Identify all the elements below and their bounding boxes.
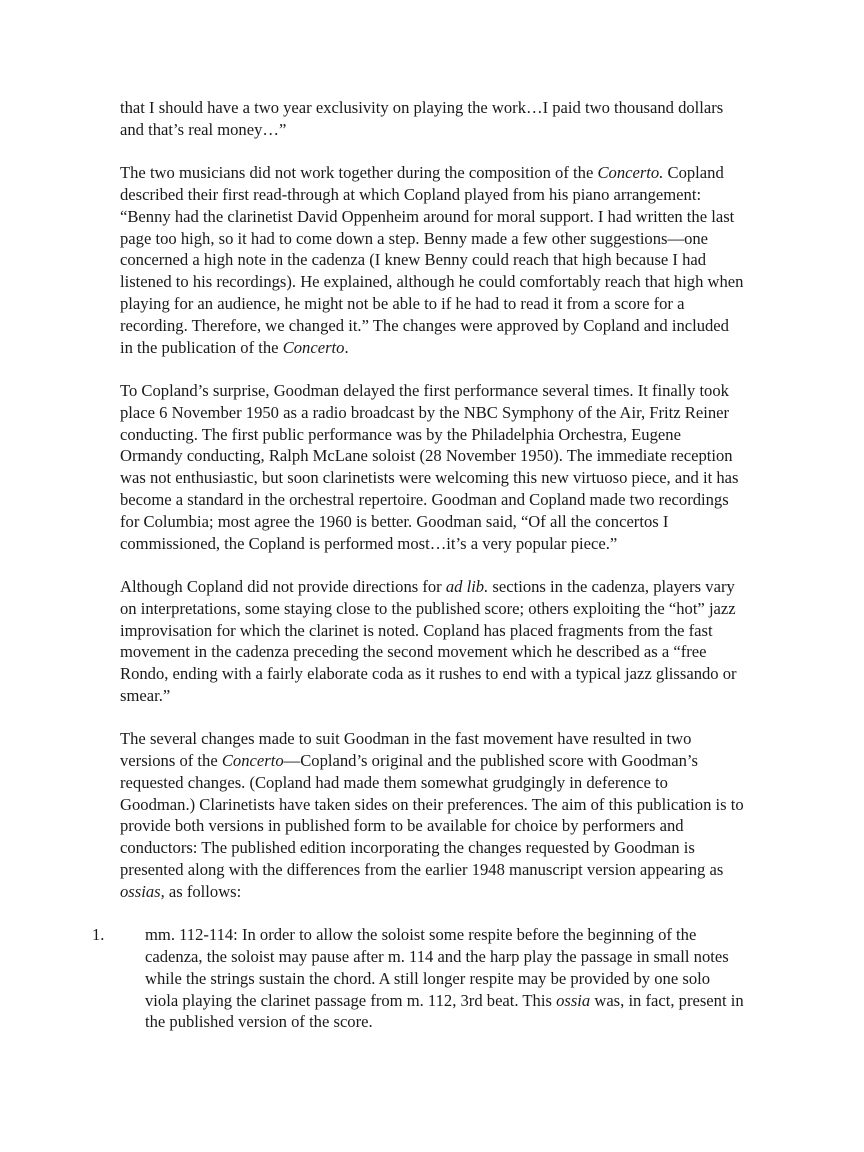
text-run: Although Copland did not provide directions for	[120, 576, 446, 596]
text-run: .	[344, 337, 349, 357]
document-page	[92, 97, 745, 1033]
text-run: mm. 112-114: In order to allow the soloist some respite before the beginning of the cadenza, the soloist may pause after m. 114 and the harp play the passage in small notes while the strings sustain the chord. A still longer respite may be provided by one solo viola playing the clarinet passage from m. 112, 3rd beat. This	[145, 925, 729, 1010]
text-run-italic: Concerto	[221, 751, 284, 771]
paragraph-exclusivity-quote	[120, 97, 745, 141]
paragraph-first-performance	[120, 380, 745, 554]
text-run-italic: ossias,	[120, 881, 165, 901]
ossia-list	[92, 924, 745, 1033]
paragraph-cadenza	[120, 576, 745, 707]
text-run: The two musicians did not work together during the composition of the	[120, 163, 598, 183]
text-run-italic: ossia	[556, 990, 591, 1010]
text-run-italic: ad lib.	[445, 576, 489, 596]
text-run-italic: Concerto.	[597, 163, 664, 183]
text-run: Copland described their first read-through at which Copland played from his piano arrangement: “Benny had the clarinetist David Oppenheim around for moral support. I had written the last page too high, so it had to come down a step. Benny made a few other suggestions—one concerned a high note in the cadenza (I knew Benny could reach that high because I had listened to his recordings). He explained, although he could comfortably reach that high when playing for an audience, he might not be able to if he had to read it from a score for a recording. Therefore, we changed it.” The changes were approved by Copland and included in the publication of the	[120, 163, 744, 357]
text-run: sections in the cadenza, players vary on interpretations, some staying close to the published score; others exploiting the “hot” jazz improvisation for which the clarinet is noted. Copland has placed fragments from the fast movement in the cadenza preceding the second movement which he described as a “free Rondo, ending with a fairly elaborate coda as it rushes to end with a typical jazz glissando or smear.”	[120, 576, 737, 705]
paragraph-two-versions	[120, 728, 745, 902]
list-item	[92, 924, 745, 1033]
text-run: —Copland’s original and the published score with Goodman’s requested changes. (Copland had made them somewhat grudgingly in deference to Goodman.) Clarinetists have taken sides on their preferences. The aim of this publication is to provide both versions in published form to be available for choice by performers and conductors: The published edition incorporating the changes requested by Goodman is presented along with the differences from the earlier 1948 manuscript version appearing as	[120, 751, 744, 880]
list-item-number: 1.	[92, 925, 105, 945]
text-run: that I should have a two year exclusivity on playing the work…I paid two thousand dollars and that’s real money…”	[120, 98, 724, 139]
text-run: To Copland’s surprise, Goodman delayed the first performance several times. It finally took place 6 November 1950 as a radio broadcast by the NBC Symphony of the Air, Fritz Reiner conducting. The first public performance was by the Philadelphia Orchestra, Eugene Ormandy conducting, Ralph McLane soloist (28 November 1950). The immediate reception was not enthusiastic, but soon clarinetists were welcoming this new virtuoso piece, and it has become a standard in the orchestral repertoire. Goodman and Copland made two recordings for Columbia; most agree the 1960 is better. Goodman said, “Of all the concertos I commissioned, the Copland is performed most…it’s a very popular piece.”	[120, 380, 739, 553]
paragraph-read-through	[120, 162, 745, 358]
text-run: was, in fact, present in the published version of the score.	[145, 990, 744, 1032]
text-run: as follows:	[164, 881, 242, 901]
text-run: The several changes made to suit Goodman in the fast movement have resulted in two versions of the	[120, 729, 692, 771]
text-run-italic: Concerto	[282, 337, 345, 357]
